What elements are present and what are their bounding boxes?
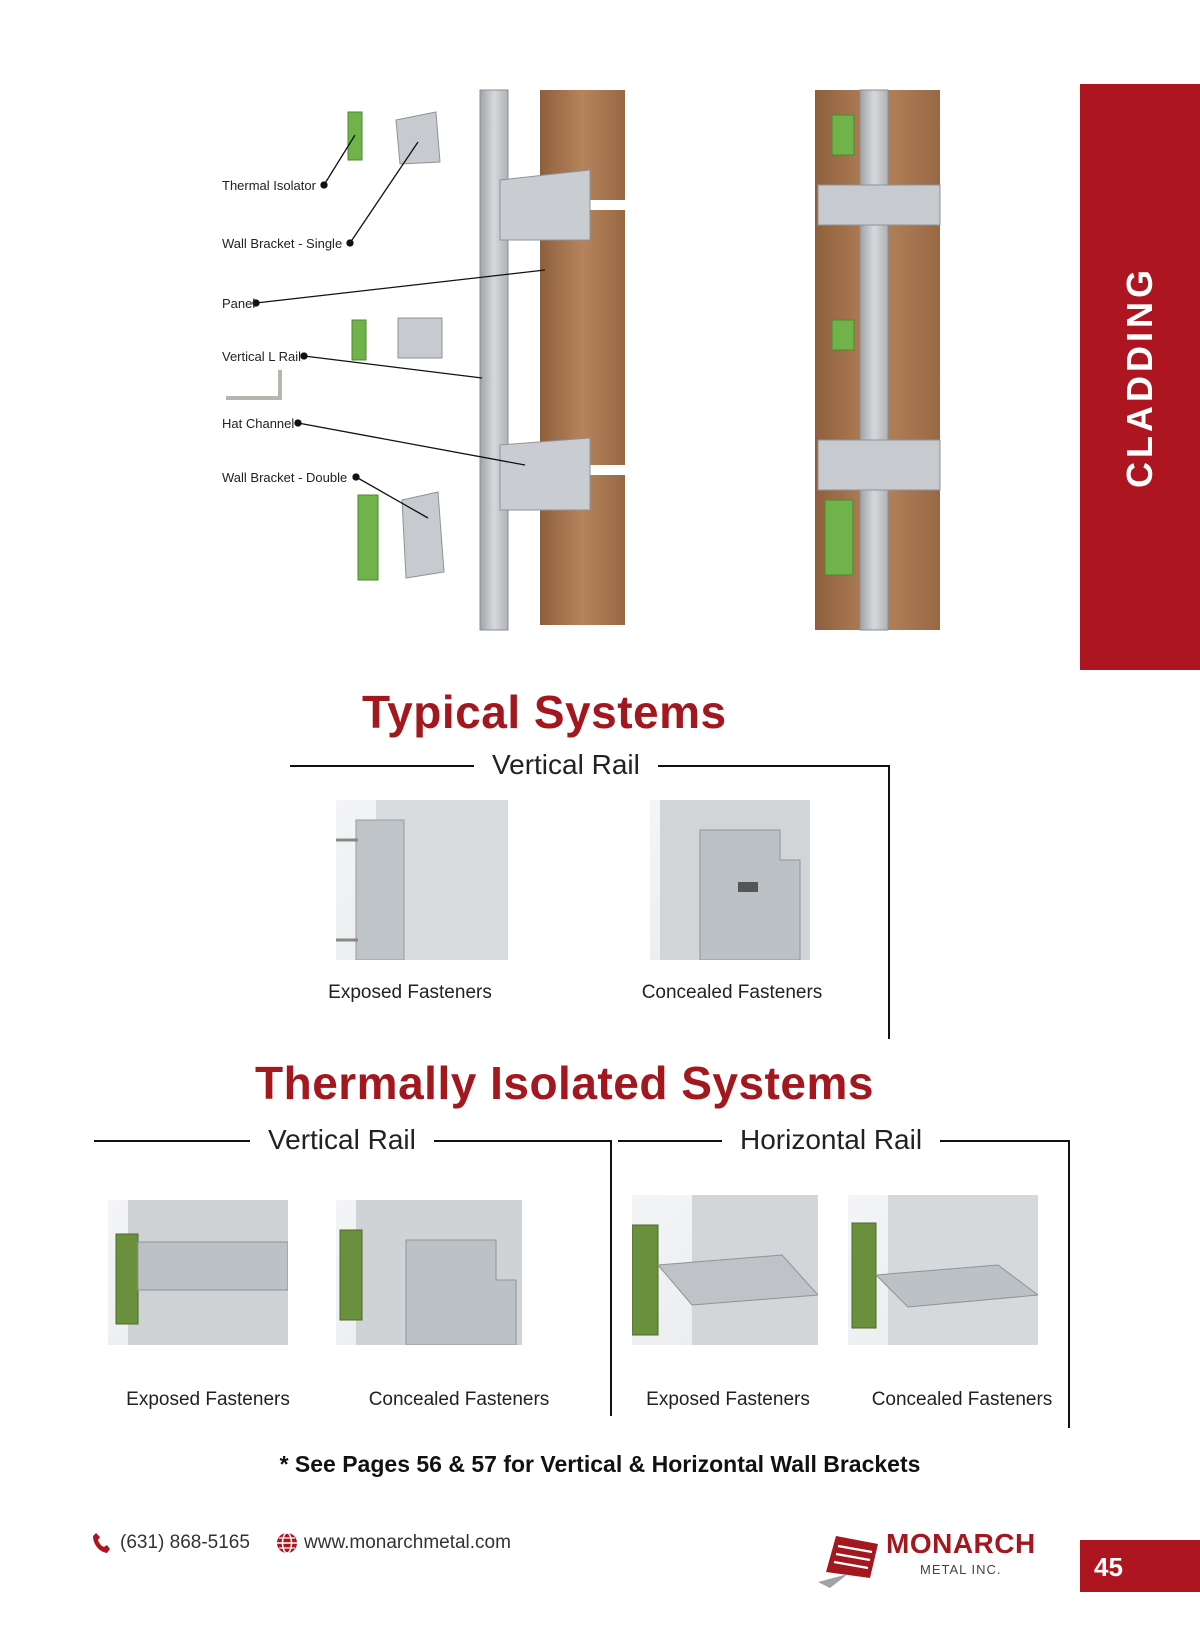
section-side-tab <box>1080 84 1200 670</box>
callout-vertical-l-rail: Vertical L Rail <box>222 349 301 364</box>
thermal-horizontal-exposed-photo <box>632 1195 818 1345</box>
thermal-horizontal-concealed-caption: Concealed Fasteners <box>871 1389 1053 1410</box>
thermal-horizontal-concealed-photo <box>848 1195 1038 1345</box>
thermal-vertical-bracket <box>610 1140 612 1416</box>
callout-thermal-isolator: Thermal Isolator <box>222 178 316 193</box>
assembled-bracket-bottom <box>818 440 940 490</box>
callout-hat-channel: Hat Channel <box>222 416 295 431</box>
thermal-horizontal-rail-label: Horizontal Rail <box>722 1124 940 1156</box>
wall-bracket-single-part <box>396 112 440 164</box>
wall-bracket-part-2 <box>398 318 442 358</box>
assembled-isolator-3 <box>825 500 853 575</box>
wall-bracket-double-part <box>402 492 444 578</box>
typical-vertical-rail-label: Vertical Rail <box>474 749 658 781</box>
vertical-l-rail <box>480 90 508 630</box>
page-number-badge <box>1080 1540 1200 1592</box>
typical-systems-title: Typical Systems <box>362 686 727 738</box>
callout-wall-bracket-double: Wall Bracket - Double <box>222 470 348 485</box>
typical-exposed-fasteners-photo <box>336 800 508 960</box>
footer-website[interactable]: www.monarchmetal.com <box>304 1532 511 1553</box>
logo-wordmark: MONARCH <box>886 1528 1036 1559</box>
typical-bracket-right <box>888 765 890 1039</box>
assembled-vertical-rail <box>860 90 888 630</box>
exploded-assembly-diagram <box>200 80 980 640</box>
thermal-isolator-part-2 <box>352 320 366 360</box>
typical-exposed-caption: Exposed Fasteners <box>328 982 492 1003</box>
thermal-vertical-exposed-caption: Exposed Fasteners <box>126 1389 290 1410</box>
thermal-vertical-concealed-caption: Concealed Fasteners <box>368 1389 550 1410</box>
callout-panel: Panel <box>222 296 256 311</box>
section-tab-label: CLADDING <box>1119 266 1160 488</box>
panel-middle <box>540 210 625 465</box>
phone-icon <box>92 1532 110 1559</box>
typical-concealed-caption: Concealed Fasteners <box>641 982 823 1003</box>
footer-phone: (631) 868-5165 <box>120 1532 250 1553</box>
thermal-horizontal-bracket <box>1068 1140 1070 1428</box>
bracket-double-mounted <box>500 438 590 510</box>
assembled-bracket-top <box>818 185 940 225</box>
see-pages-note: * See Pages 56 & 57 for Vertical & Horizontal Wall Brackets <box>279 1451 921 1477</box>
thermal-vertical-concealed-photo <box>336 1200 522 1345</box>
globe-icon <box>276 1532 298 1559</box>
page-number: 45 <box>1094 1552 1123 1582</box>
thermal-systems-title: Thermally Isolated Systems <box>255 1057 874 1109</box>
vertical-l-rail-part <box>226 370 280 398</box>
thermal-horizontal-exposed-caption: Exposed Fasteners <box>646 1389 810 1410</box>
callout-wall-bracket-single: Wall Bracket - Single <box>222 236 343 251</box>
assembled-isolator-2 <box>832 320 854 350</box>
thermal-isolator-part-3 <box>358 495 378 580</box>
assembled-isolator-1 <box>832 115 854 155</box>
monarch-logo-icon <box>818 1532 890 1593</box>
thermal-vertical-rail-label: Vertical Rail <box>250 1124 434 1156</box>
logo-subtitle: METAL INC. <box>920 1562 1002 1577</box>
bracket-single-mounted <box>500 170 590 240</box>
typical-concealed-fasteners-photo <box>650 800 810 960</box>
thermal-vertical-exposed-photo <box>108 1200 288 1345</box>
